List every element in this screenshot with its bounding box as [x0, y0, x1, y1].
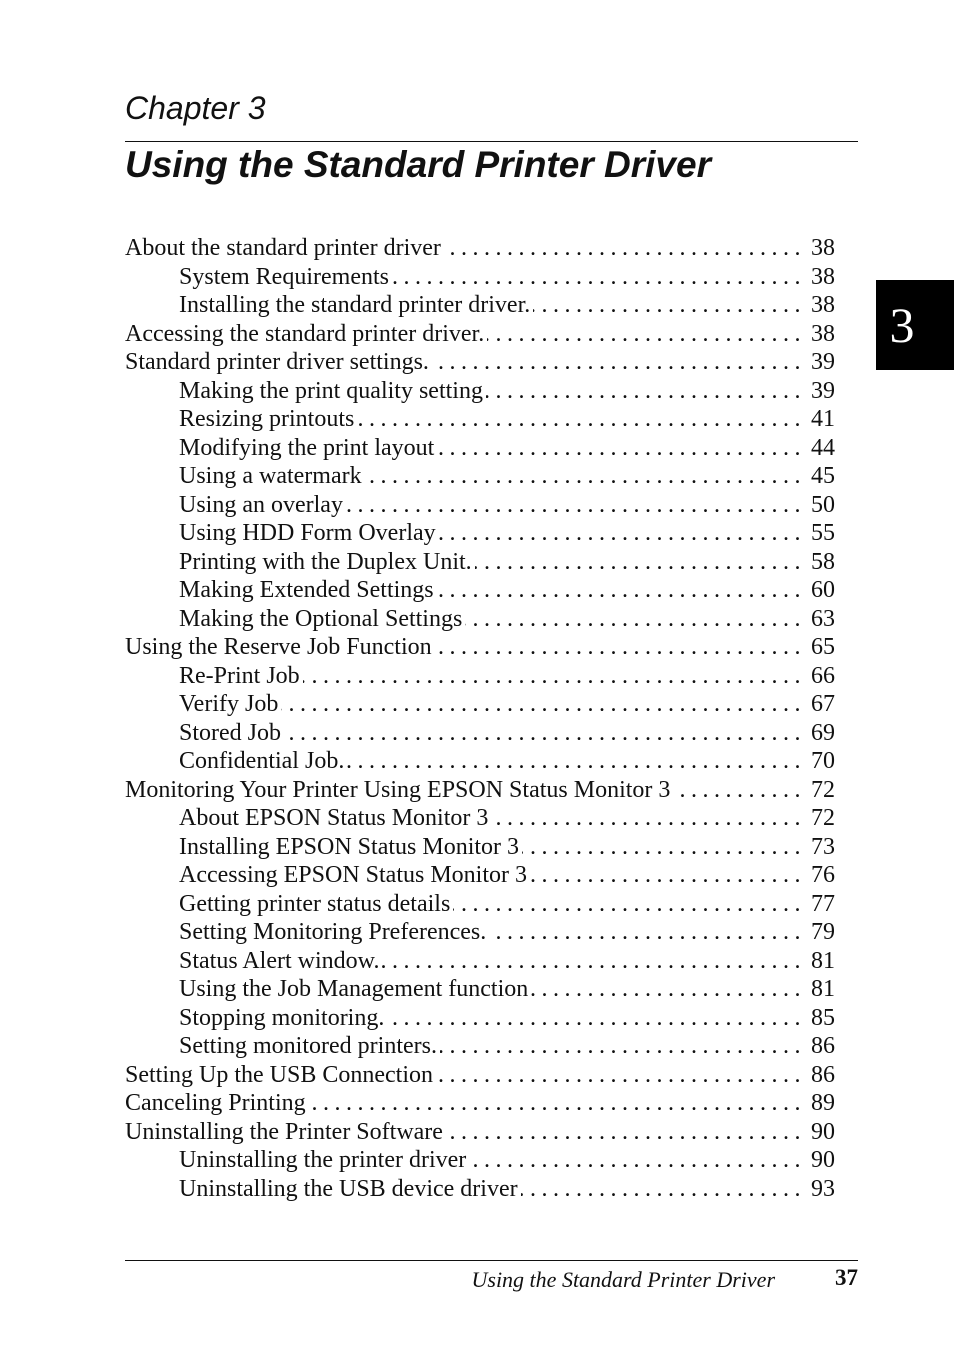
- toc-entry-label: Printing with the Duplex Unit.: [179, 548, 472, 575]
- toc-section-entry[interactable]: [125, 633, 835, 662]
- chapter-tab-marker: [876, 280, 954, 370]
- toc-dot-leader: [435, 633, 806, 662]
- toc-entry-label: Making the Optional Settings: [179, 605, 463, 632]
- toc-subsection-entry[interactable]: [125, 1175, 835, 1204]
- toc-entry-page: 45: [811, 463, 835, 489]
- toc-entry-page: 72: [811, 776, 835, 803]
- toc-entry-label: Using a watermark: [179, 463, 362, 489]
- page-number: 37: [835, 1265, 858, 1290]
- toc-subsection-entry[interactable]: [125, 434, 835, 463]
- toc-entry-page: 63: [811, 605, 835, 632]
- toc-section-entry[interactable]: [125, 320, 835, 349]
- toc-dot-leader: [284, 719, 806, 748]
- toc-entry-label: Using the Reserve Job Function: [125, 634, 432, 660]
- toc-dot-leader: [475, 548, 806, 577]
- toc-dot-leader: [521, 1175, 806, 1204]
- toc-entry-page: 44: [811, 434, 835, 461]
- toc-dot-leader: [530, 861, 806, 890]
- toc-subsection-entry[interactable]: [125, 519, 835, 548]
- toc-dot-leader: [444, 234, 806, 263]
- toc-entry-page: 86: [811, 1061, 835, 1088]
- toc-dot-leader: [309, 1089, 806, 1118]
- toc-dot-leader: [437, 576, 806, 605]
- toc-subsection-entry[interactable]: [125, 975, 835, 1004]
- toc-entry-page: 58: [811, 548, 835, 575]
- toc-entry-label: Status Alert window.: [179, 947, 380, 974]
- table-of-contents: [125, 234, 835, 1203]
- toc-entry-label: System Requirements: [179, 263, 389, 290]
- toc-subsection-entry[interactable]: [125, 690, 835, 719]
- toc-subsection-entry[interactable]: [125, 890, 835, 919]
- toc-dot-leader: [522, 833, 806, 862]
- toc-dot-leader: [387, 1004, 806, 1033]
- toc-subsection-entry[interactable]: [125, 1146, 835, 1175]
- toc-entry-page: 50: [811, 491, 835, 518]
- toc-entry-label: Standard printer driver settings.: [125, 349, 429, 375]
- toc-entry-page: 73: [811, 833, 835, 860]
- toc-entry-label: Using an overlay: [179, 491, 343, 518]
- toc-entry-label: Confidential Job.: [179, 748, 345, 774]
- toc-subsection-entry[interactable]: [125, 491, 835, 520]
- toc-entry-label: Accessing EPSON Status Monitor 3: [179, 862, 527, 888]
- toc-entry-label: Resizing printouts: [179, 406, 355, 432]
- toc-entry-page: 39: [811, 377, 835, 404]
- toc-dot-leader: [469, 1146, 806, 1175]
- toc-entry-page: 67: [811, 691, 835, 717]
- chapter-tab-number: 3: [889, 297, 915, 353]
- toc-entry-label: Getting printer status details: [179, 890, 451, 917]
- toc-dot-leader: [303, 662, 806, 691]
- toc-dot-leader: [440, 1032, 806, 1061]
- toc-entry-page: 93: [811, 1175, 835, 1202]
- toc-entry-page: 66: [811, 662, 835, 689]
- running-footer-title: Using the Standard Printer Driver: [471, 1267, 775, 1292]
- toc-entry-page: 90: [811, 1118, 835, 1145]
- toc-dot-leader: [531, 975, 806, 1004]
- toc-dot-leader: [491, 804, 806, 833]
- toc-entry-label: Setting Up the USB Connection: [125, 1061, 433, 1088]
- toc-subsection-entry[interactable]: [125, 462, 835, 491]
- toc-dot-leader: [453, 890, 806, 919]
- toc-subsection-entry[interactable]: [125, 1032, 835, 1061]
- toc-entry-page: 81: [811, 947, 835, 974]
- toc-entry-label: Setting Monitoring Preferences.: [179, 919, 487, 945]
- toc-dot-leader: [432, 348, 806, 377]
- toc-entry-label: About the standard printer driver: [125, 235, 441, 261]
- toc-subsection-entry[interactable]: [125, 918, 835, 947]
- toc-subsection-entry[interactable]: [125, 377, 835, 406]
- toc-dot-leader: [346, 491, 806, 520]
- toc-subsection-entry[interactable]: [125, 405, 835, 434]
- toc-dot-leader: [533, 291, 806, 320]
- toc-entry-label: Canceling Printing: [125, 1090, 306, 1116]
- toc-entry-label: Using the Job Management function: [179, 976, 529, 1002]
- toc-dot-leader: [673, 776, 806, 805]
- toc-entry-page: 89: [811, 1090, 835, 1116]
- toc-entry-label: Verify Job: [179, 691, 279, 717]
- toc-subsection-entry[interactable]: [125, 947, 835, 976]
- toc-dot-leader: [436, 1061, 806, 1090]
- toc-entry-label: Setting monitored printers.: [179, 1033, 437, 1059]
- chapter-title: Using the Standard Printer Driver: [125, 144, 711, 185]
- toc-entry-page: 39: [811, 349, 835, 375]
- toc-subsection-entry[interactable]: [125, 662, 835, 691]
- toc-dot-leader: [382, 947, 806, 976]
- toc-section-entry[interactable]: [125, 234, 835, 263]
- toc-subsection-entry[interactable]: [125, 605, 835, 634]
- toc-dot-leader: [347, 747, 806, 776]
- toc-dot-leader: [365, 462, 806, 491]
- toc-entry-label: Modifying the print layout: [179, 434, 435, 461]
- toc-entry-page: 77: [811, 890, 835, 917]
- toc-entry-page: 41: [811, 406, 835, 432]
- toc-subsection-entry[interactable]: [125, 576, 835, 605]
- toc-entry-page: 90: [811, 1147, 835, 1173]
- toc-entry-page: 69: [811, 719, 835, 746]
- toc-dot-leader: [487, 320, 806, 349]
- toc-section-entry[interactable]: [125, 1118, 835, 1147]
- toc-entry-label: About EPSON Status Monitor 3: [179, 805, 489, 831]
- toc-section-entry[interactable]: [125, 348, 835, 377]
- toc-entry-label: Monitoring Your Printer Using EPSON Status Monitor 3: [125, 776, 671, 803]
- toc-entry-label: Installing EPSON Status Monitor 3: [179, 833, 520, 860]
- toc-entry-page: 85: [811, 1004, 835, 1031]
- toc-section-entry[interactable]: [125, 1089, 835, 1118]
- toc-dot-leader: [392, 263, 806, 292]
- toc-section-entry[interactable]: [125, 1061, 835, 1090]
- toc-entry-page: 38: [811, 320, 835, 347]
- toc-entry-page: 81: [811, 976, 835, 1002]
- toc-entry-page: 72: [811, 805, 835, 831]
- toc-entry-page: 38: [811, 292, 835, 318]
- toc-subsection-entry[interactable]: [125, 1004, 835, 1033]
- toc-subsection-entry[interactable]: [125, 719, 835, 748]
- toc-entry-label: Uninstalling the printer driver: [179, 1147, 467, 1173]
- toc-dot-leader: [281, 690, 806, 719]
- toc-dot-leader: [465, 605, 806, 634]
- toc-subsection-entry[interactable]: [125, 291, 835, 320]
- toc-subsection-entry[interactable]: [125, 548, 835, 577]
- toc-entry-page: 60: [811, 577, 835, 603]
- toc-entry-page: 79: [811, 919, 835, 945]
- toc-subsection-entry[interactable]: [125, 747, 835, 776]
- toc-entry-page: 55: [811, 520, 835, 546]
- toc-section-entry[interactable]: [125, 776, 835, 805]
- toc-entry-label: Using HDD Form Overlay: [179, 520, 436, 546]
- toc-entry-label: Making Extended Settings: [179, 577, 434, 603]
- toc-entry-label: Installing the standard printer driver.: [179, 292, 531, 318]
- toc-entry-label: Uninstalling the USB device driver: [179, 1175, 518, 1202]
- toc-entry-page: 76: [811, 862, 835, 888]
- toc-entry-page: 86: [811, 1033, 835, 1059]
- toc-subsection-entry[interactable]: [125, 804, 835, 833]
- footer-divider: [125, 1260, 858, 1261]
- toc-entry-page: 38: [811, 263, 835, 290]
- toc-dot-leader: [489, 918, 806, 947]
- toc-dot-leader: [446, 1118, 806, 1147]
- toc-entry-label: Stored Job: [179, 719, 281, 746]
- toc-dot-leader: [437, 434, 806, 463]
- toc-entry-label: Making the print quality setting: [179, 377, 483, 404]
- toc-entry-label: Accessing the standard printer driver.: [125, 320, 485, 347]
- toc-entry-label: Uninstalling the Printer Software: [125, 1118, 443, 1145]
- toc-dot-leader: [486, 377, 806, 406]
- toc-entry-label: Stopping monitoring.: [179, 1004, 385, 1031]
- toc-entry-page: 65: [811, 634, 835, 660]
- toc-subsection-entry[interactable]: [125, 861, 835, 890]
- toc-dot-leader: [357, 405, 806, 434]
- toc-subsection-entry[interactable]: [125, 833, 835, 862]
- toc-entry-page: 38: [811, 235, 835, 261]
- chapter-label: Chapter 3: [125, 90, 266, 126]
- toc-dot-leader: [439, 519, 806, 548]
- toc-entry-page: 70: [811, 748, 835, 774]
- toc-entry-label: Re-Print Job: [179, 662, 300, 689]
- toc-subsection-entry[interactable]: [125, 263, 835, 292]
